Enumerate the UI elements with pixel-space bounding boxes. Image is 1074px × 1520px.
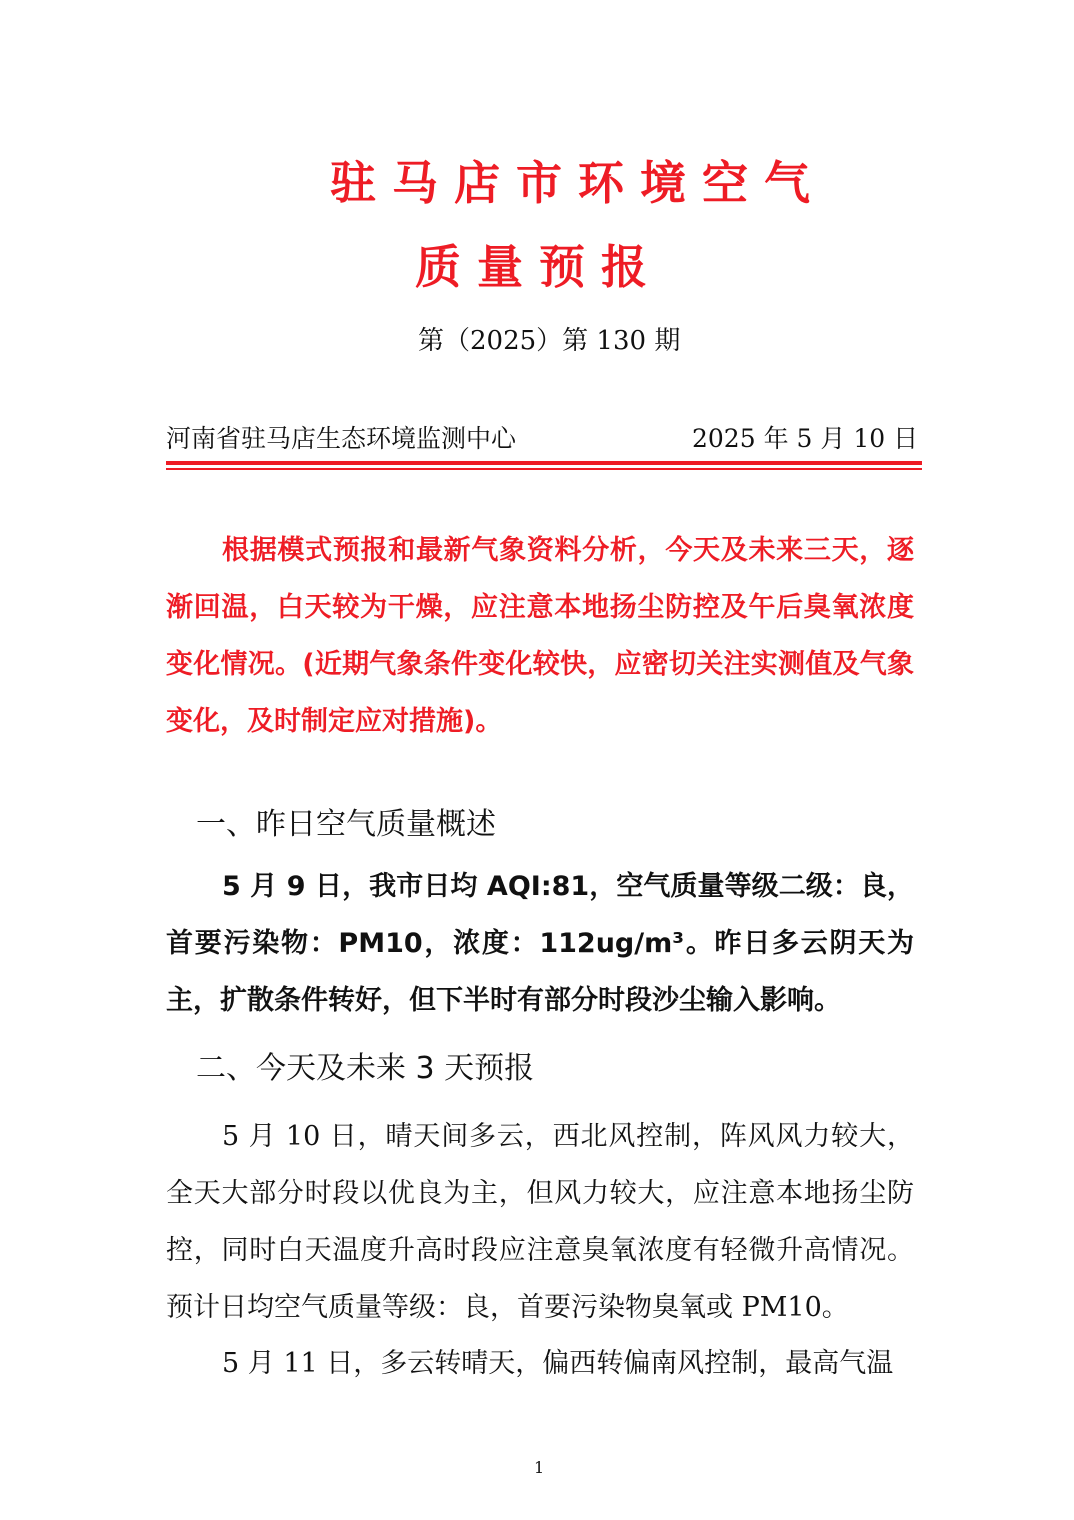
page-number: 1 bbox=[534, 1458, 545, 1477]
document-title-line-1: 驻马店市环境空气 bbox=[330, 156, 826, 210]
forecast-day1-paragraph: 5 月 10 日，晴天间多云，西北风控制，阵风风力较大，全天大部分时段以优良为主，但风力较大，应注意本地扬尘防控，同时白天温度升高时段应注意臭氧浓度有轻微升高情况。预计日均空气质量等级：良，首要污染物臭氧或 PM10。 bbox=[166, 1121, 914, 1323]
summary-paragraph: 根据模式预报和最新气象资料分析，今天及未来三天，逐渐回温，白天较为干燥，应注意本地扬尘防控及午后臭氧浓度变化情况。(近期气象条件变化较快，应密切关注实测值及气象变化，及时制定应对措施)。 bbox=[166, 535, 914, 737]
issuing-organization: 河南省驻马店生态环境监测中心 bbox=[166, 424, 517, 453]
section-heading-yesterday: 一、昨日空气质量概述 bbox=[196, 807, 496, 842]
document-title-line-2: 质量预报 bbox=[415, 240, 663, 294]
yesterday-overview-paragraph: 5 月 9 日，我市日均 AQI:81，空气质量等级二级：良，首要污染物：PM10，浓度：112ug/m³。昨日多云阴天为主，扩散条件转好，但下半时有部分时段沙尘输入影响。 bbox=[166, 871, 914, 1016]
header-divider-thin bbox=[166, 468, 922, 470]
issue-date: 2025 年 5 月 10 日 bbox=[692, 424, 919, 453]
section-heading-forecast: 二、今天及未来 3 天预报 bbox=[196, 1051, 535, 1086]
header-divider-thick bbox=[166, 461, 922, 465]
issue-number: 第（2025）第 130 期 bbox=[418, 326, 681, 356]
forecast-day2-paragraph: 5 月 11 日，多云转晴天，偏西转偏南风控制，最高气温 bbox=[222, 1348, 894, 1379]
